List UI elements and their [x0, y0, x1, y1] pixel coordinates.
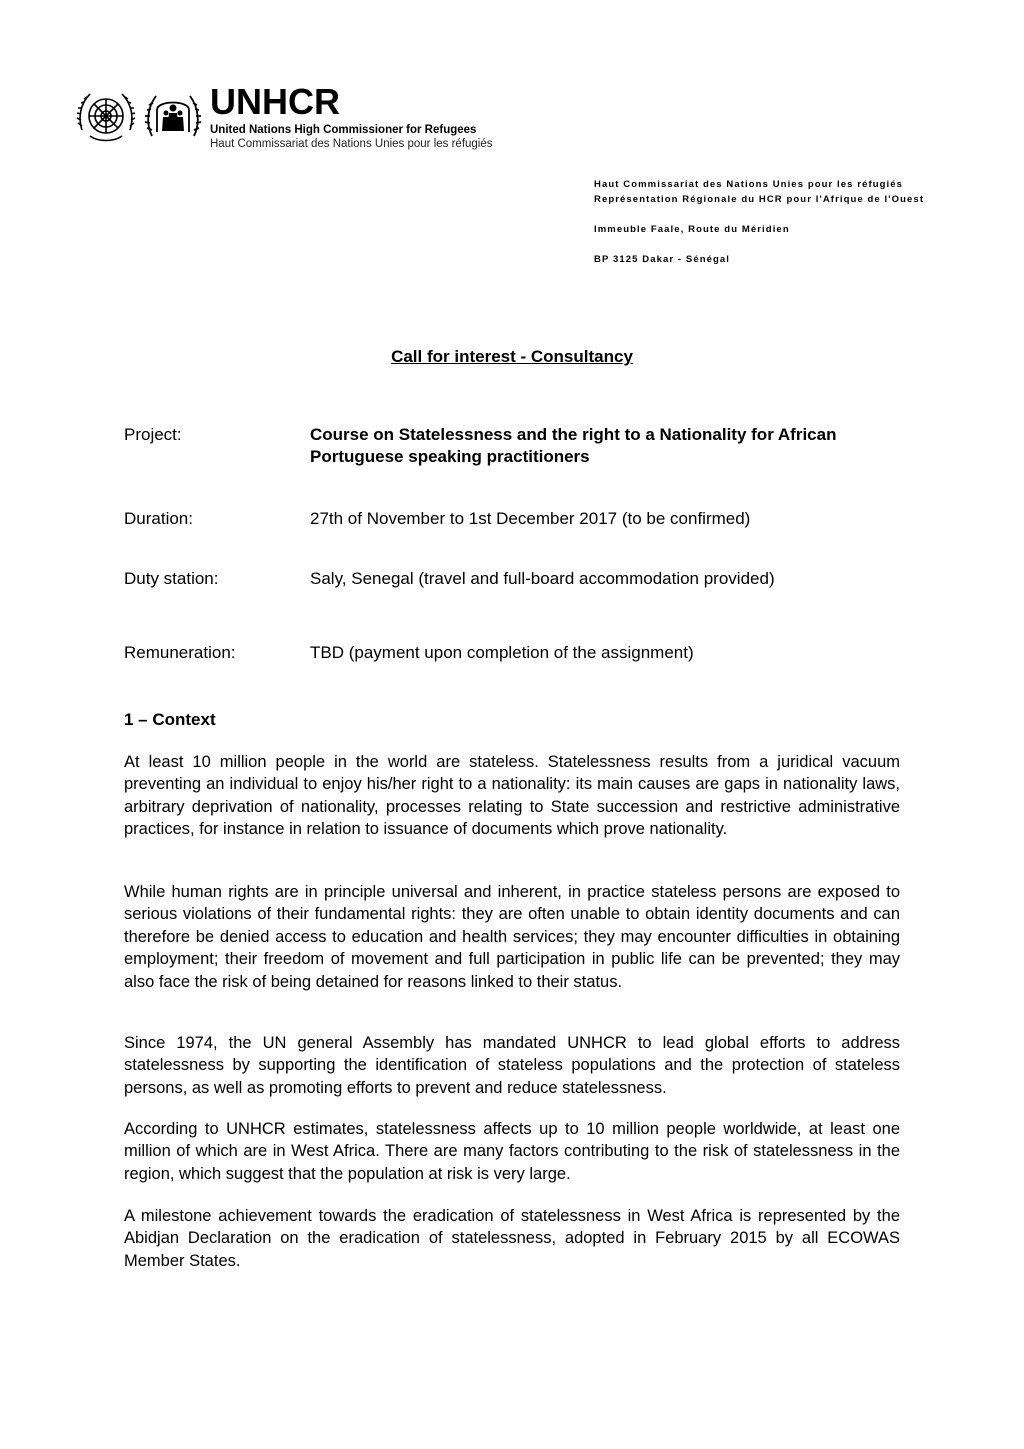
context-paragraph-4: According to UNHCR estimates, statelessness affects up to 10 million people worldwide, at least one million of which are in West Africa. There are many factors contributing to the risk of statelessness in the region, which suggest that the population at risk is very large. [124, 1120, 900, 1183]
address-line-1: Haut Commissariat des Nations Unies pour les réfugiés [594, 179, 904, 190]
org-short-name: UNHCR [210, 81, 340, 122]
duty-station-label: Duty station: [124, 569, 219, 588]
duration-label: Duration: [124, 509, 193, 528]
section-heading-context: 1 – Context [124, 710, 216, 729]
remuneration-value: TBD (payment upon completion of the assignment) [310, 643, 694, 662]
duty-station-value: Saly, Senegal (travel and full-board accommodation provided) [310, 569, 775, 588]
letterhead-logo [74, 81, 534, 156]
project-label: Project: [124, 425, 182, 444]
project-value: Course on Statelessness and the right to a Nationality for African Portuguese speaking practitioners [310, 425, 837, 466]
address-line-3: Immeuble Faale, Route du Méridien [594, 224, 790, 235]
org-full-name-fr: Haut Commissariat des Nations Unies pour les réfugiés [210, 138, 493, 150]
context-paragraph-2: While human rights are in principle universal and inherent, in practice stateless persons are exposed to serious violations of their fundamental rights: they are often unable to obtain identity documents and can therefore be denied access to education and health services; they may encounter difficulties in obtaining employment; their freedom of movement and full participation in public life can be prevented; they may also face the risk of being detained for reasons linked to their status. [124, 883, 900, 991]
duration-value: 27th of November to 1st December 2017 (to be confirmed) [310, 509, 751, 528]
document-title: Call for interest - Consultancy [391, 347, 633, 366]
org-full-name-en: United Nations High Commissioner for Refugees [210, 124, 477, 136]
remuneration-label: Remuneration: [124, 643, 236, 662]
address-line-2: Représentation Régionale du HCR pour l'Afrique de l'Ouest [594, 194, 925, 205]
context-paragraph-3: Since 1974, the UN general Assembly has mandated UNHCR to lead global efforts to address statelessness by supporting the identification of stateless populations and the protection of stateless persons, as well as promoting efforts to prevent and reduce statelessness. [124, 1034, 900, 1097]
context-paragraph-1: At least 10 million people in the world are stateless. Statelessness results from a juridical vacuum preventing an individual to enjoy his/her right to a nationality: its main causes are gaps in nationality laws, arbitrary deprivation of nationality, processes relating to State succession and restrictive administrative practices, for instance in relation to issuance of documents which prove nationality. [124, 753, 900, 839]
un-emblem-icon [74, 86, 138, 148]
address-line-4: BP 3125 Dakar - Sénégal [594, 254, 731, 265]
address-block [594, 177, 924, 267]
context-paragraph-5: A milestone achievement towards the eradication of statelessness in West Africa is represented by the Abidjan Declaration on the eradication of statelessness, adopted in February 2015 by all ECOWAS Member States. [124, 1207, 900, 1270]
unhcr-emblem-icon [142, 86, 204, 148]
